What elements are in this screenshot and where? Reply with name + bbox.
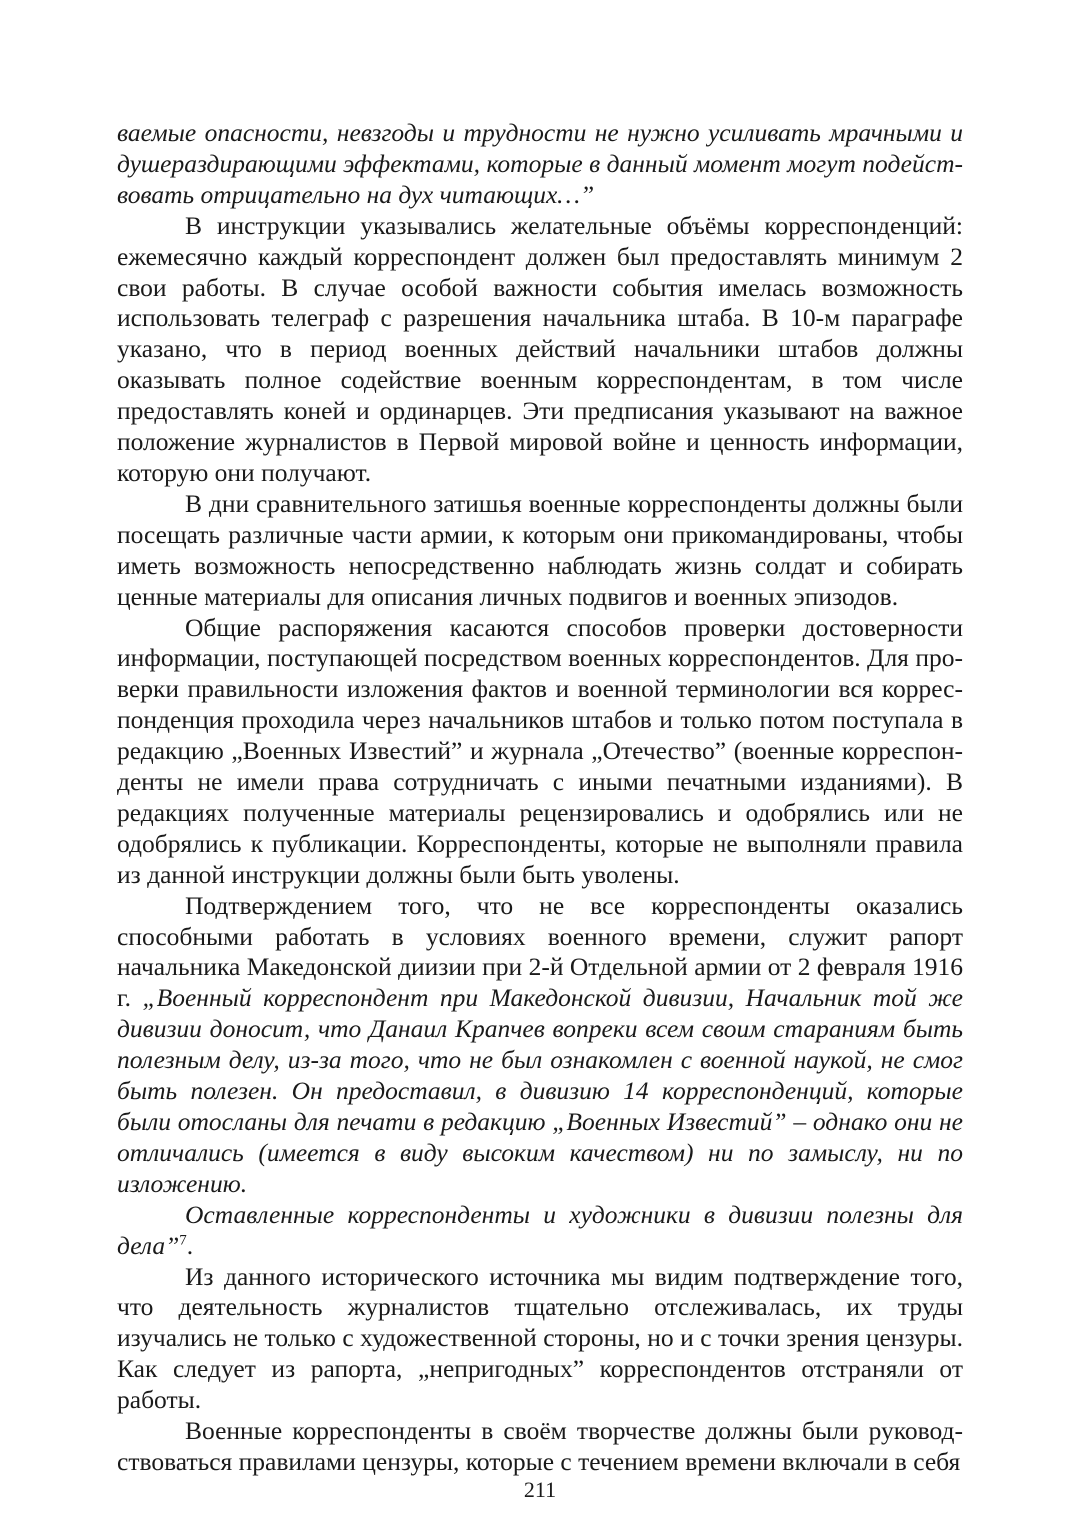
quote-end-text: Оставленные корреспонденты и художники в дивизии полезны для дела”	[117, 1199, 963, 1260]
paragraph-quote-end	[117, 1200, 963, 1262]
report-intro-text: Подтверждением того, что не все корреспонденты оказались способными работать в условиях военного времени, служит рапорт начальника Македонской диизии при 2-й Отдельной армии от 2 февраля 1916 г.	[117, 890, 963, 1013]
paragraph-source-analysis: Из данного исторического источника мы видим подтверждение того, что деятельность журналистов тщательно отслеживалась, их труды изучались не только с художественной стороны, но и с точки зрения цензуры. Как следует из рапорта, „непригодных” корреспондентов отстраняли от работы.	[117, 1261, 963, 1415]
page-body	[117, 118, 963, 1478]
page-number: 211	[523, 1477, 557, 1502]
paragraph-report	[117, 891, 963, 1200]
paragraph-censorship: Военные корреспонденты в своём творчестве должны были руководствоваться правилами цензуры, которые с течением времени включали в себя	[117, 1416, 963, 1476]
paragraph-quote-continuation: ваемые опасности, невзгоды и трудности не нужно усиливать мрачными и душераздирающими эффектами, которые в данный момент могут подействовать отрицательно на дух читающих…”	[117, 118, 963, 209]
paragraph-general-orders: Общие распоряжения касаются способов проверки достоверности информации, поступающей посредством военных корреспондентов. Для проверки правильности изложения фактов и военной терминологии вся корреспонденция проходила через начальников штабов и только потом поступала в редакцию „Военных Известий” и журнала „Отечество” (военные корреспонденты не имели права сотрудничать с иными печатными изданиями). В редакциях полученные материалы рецензировались и одобрялись или не одобрялись к публикации. Корреспонденты, которые не выполняли правила из данной инструкции должны были быть уволены.	[117, 612, 963, 889]
report-quote-text: „Военный корреспондент при Македонской дивизии, Начальник той же дивизии доносит, что Данаил Крапчев вопреки всем своим стараниям быть полезным делу, из-за того, что не был ознакомлен с военной наукой, не смог быть полезен. Он предоставил, в дивизию 14 корреспонденций, которые были отосланы для печати в редакцию „Военных Известий” – однако они не отличались (имеется в виду высоким качеством) ни по замыслу, ни по изложению.	[117, 983, 963, 1198]
paragraph-instruction-volumes: В инструкции указывались желательные объёмы корреспонденций: ежемесячно каждый корреспондент должен был предоставлять минимум 2 свои работы. В случае особой важности события имелась возможность использовать телеграф с разрешения начальника штаба. В 10-м параграфе указано, что в период военных действий начальники штабов должны оказывать полное содействие военным корреспондентам, в том числе предоставлять коней и ординарцев. Эти предписания указывают на важное положение журналистов в Первой мировой войне и ценность информации, которую они получают.	[117, 210, 963, 487]
paragraph-quiet-days: В дни сравнительного затишья военные корреспонденты должны были посещать различные части армии, к которым они прикомандированы, чтобы иметь возможность непосредственно наблюдать жизнь солдат и собирать ценные материалы для описания личных подвигов и военных эпизодов.	[117, 488, 963, 611]
quote-end-period: .	[186, 1230, 194, 1260]
footnote-marker: 7	[179, 1232, 187, 1249]
